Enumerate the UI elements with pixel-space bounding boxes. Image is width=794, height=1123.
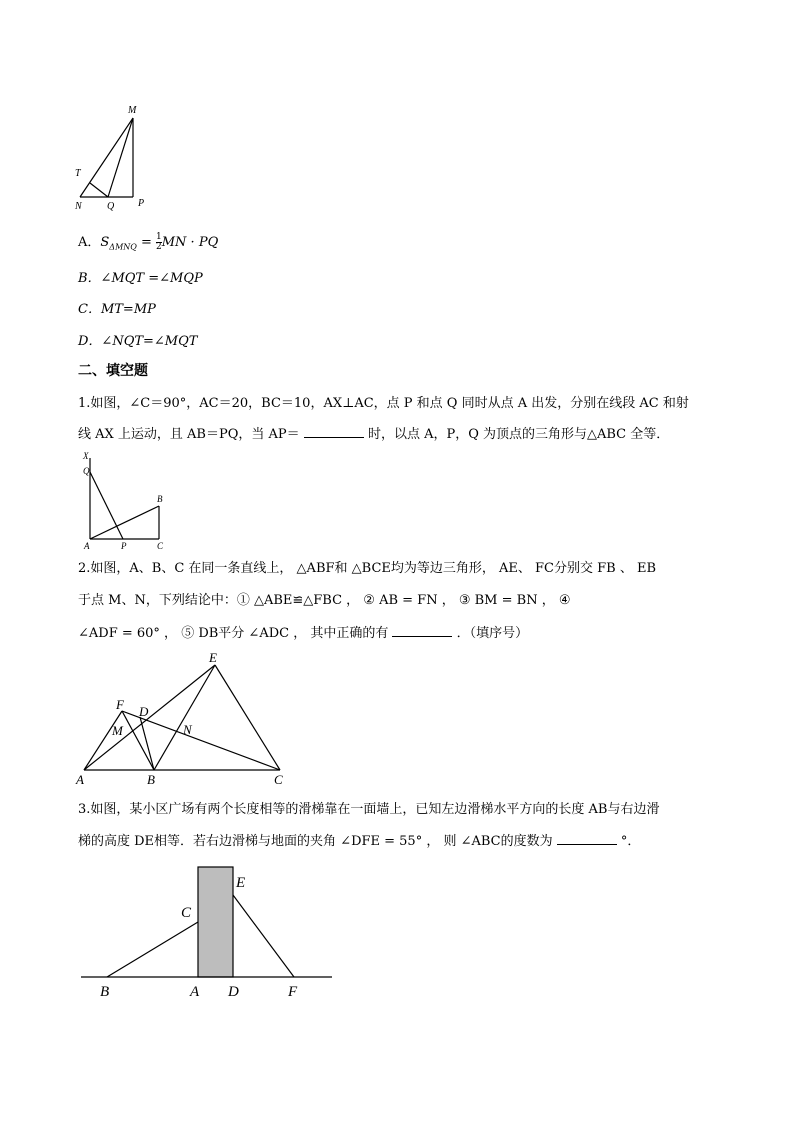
label-E: E (236, 875, 246, 891)
label-F: F (288, 984, 298, 1000)
label-C: C (157, 541, 164, 551)
option-b[interactable]: B．∠MQT =∠MQP (78, 271, 203, 286)
q2-line2: 于点 M、N，下列结论中：① △ABE≌△FBC ， ② AB = FN ， ③ BM = BN ， ④ (78, 593, 571, 608)
q3-answer-blank[interactable] (557, 832, 617, 845)
label-B: B (100, 984, 110, 1000)
figure-q1-triangle (75, 448, 175, 553)
label-A: A (76, 772, 84, 787)
label-P: P (138, 198, 145, 209)
wall (198, 867, 233, 977)
label-Q: Q (107, 201, 115, 212)
option-d[interactable]: D．∠NQT=∠MQT (78, 334, 198, 349)
q1-answer-blank[interactable] (304, 425, 364, 438)
q3-line2-a: 梯的高度 DE相等．若右边滑梯与地面的夹角 ∠DFE = 55° ， 则 ∠ABC的度数为 (78, 834, 553, 849)
figure-q3-slides (75, 860, 340, 1005)
label-D: D (139, 704, 149, 719)
label-C: C (274, 772, 283, 787)
label-N: N (183, 722, 192, 737)
q2-answer-blank[interactable] (392, 624, 452, 637)
label-E: E (209, 650, 217, 665)
label-P: P (121, 541, 127, 551)
label-A: A (190, 984, 200, 1000)
label-A: A (84, 541, 90, 551)
option-a-prefix: A． (78, 235, 101, 250)
q2-line3 (78, 624, 528, 643)
label-B: B (157, 494, 163, 504)
option-a-sub: ΔMNQ (109, 242, 137, 252)
q1-line2-a: 线 AX 上运动，且 AB＝PQ，当 AP＝ (78, 427, 300, 442)
option-a[interactable] (78, 233, 218, 257)
option-a-eq: = (136, 235, 156, 250)
label-C: C (181, 905, 192, 921)
q1-line2 (78, 425, 669, 444)
q3-line2 (78, 832, 640, 851)
label-B: B (147, 772, 155, 787)
q1-line1: 1.如图，∠C＝90°，AC＝20，BC＝10，AX⊥AC，点 P 和点 Q 同时从点 A 出发，分别在线段 AC 和射 (78, 396, 689, 411)
label-F: F (116, 697, 124, 712)
label-D: D (228, 984, 239, 1000)
option-c[interactable]: C．MT=MP (78, 302, 156, 317)
q2-line3-a: ∠ADF = 60° ， ⑤ DB平分 ∠ADC ， 其中正确的有 (78, 626, 389, 641)
q3-line1: 3.如图，某小区广场有两个长度相等的滑梯靠在一面墙上，已知左边滑梯水平方向的长度 AB与右边滑 (78, 802, 660, 817)
q2-line1: 2.如图，A、B、C 在同一条直线上， △ABF和 △BCE均为等边三角形， AE、 FC分别交 FB 、 EB (78, 561, 656, 576)
label-Q: Q (83, 466, 90, 476)
frac-num: 1 (156, 232, 162, 242)
label-X: X (83, 451, 89, 461)
q1-line2-b: 时，以点 A，P，Q 为顶点的三角形与△ABC 全等． (367, 427, 670, 442)
option-a-rest: MN · PQ (161, 235, 219, 250)
label-N: N (75, 201, 82, 212)
q3-line2-b: °． (620, 834, 641, 849)
figure-q2-equilateral (72, 648, 297, 788)
frac-den: 2 (156, 242, 162, 252)
figure-triangle-mnp (70, 100, 160, 215)
section-title: 二、填空题 (78, 363, 148, 379)
option-a-s: S (100, 235, 110, 250)
q2-line3-b: ．（填序号） (456, 626, 529, 641)
label-M: M (128, 105, 137, 116)
label-T: T (75, 168, 81, 179)
label-M: M (112, 723, 123, 738)
